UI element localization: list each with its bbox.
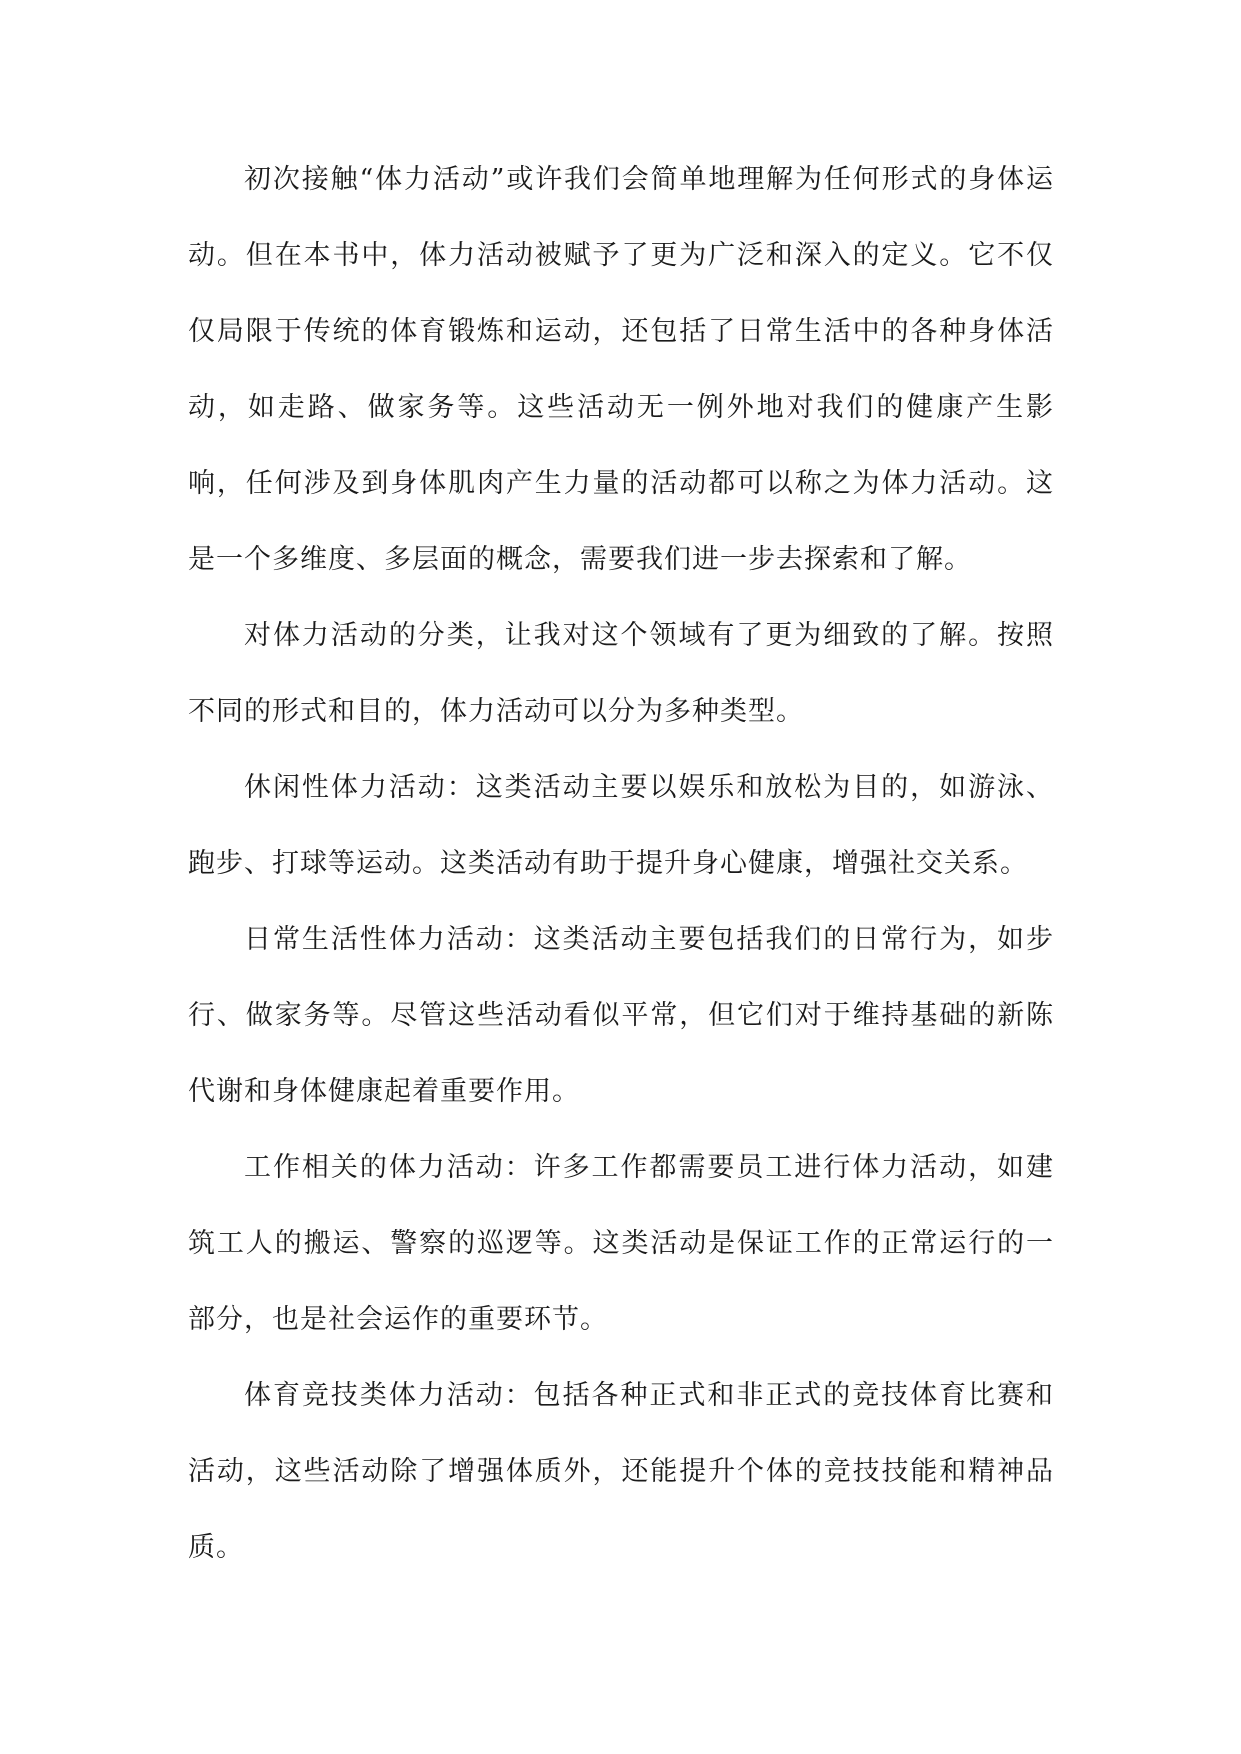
document-body	[188, 142, 1054, 1586]
paragraph-sports-activity: 体育竞技类体力活动：包括各种正式和非正式的竞技体育比赛和活动，这些活动除了增强体质外，还能提升个体的竞技技能和精神品质。	[188, 1380, 1054, 1563]
paragraph-definition: 初次接触“体力活动”或许我们会简单地理解为任何形式的身体运动。但在本书中，体力活动被赋予了更为广泛和深入的定义。它不仅仅局限于传统的体育锻炼和运动，还包括了日常生活中的各种身体活动，如走路、做家务等。这些活动无一例外地对我们的健康产生影响，任何涉及到身体肌肉产生力量的活动都可以称之为体力活动。这是一个多维度、多层面的概念，需要我们进一步去探索和了解。	[188, 164, 1054, 575]
paragraph-work-activity: 工作相关的体力活动：许多工作都需要员工进行体力活动，如建筑工人的搬运、警察的巡逻等。这类活动是保证工作的正常运行的一部分，也是社会运作的重要环节。	[188, 1152, 1054, 1335]
paragraph-classification: 对体力活动的分类，让我对这个领域有了更为细致的了解。按照不同的形式和目的，体力活动可以分为多种类型。	[188, 620, 1054, 727]
paragraph-daily-activity: 日常生活性体力活动：这类活动主要包括我们的日常行为，如步行、做家务等。尽管这些活动看似平常，但它们对于维持基础的新陈代谢和身体健康起着重要作用。	[188, 924, 1054, 1107]
paragraph-leisure-activity: 休闲性体力活动：这类活动主要以娱乐和放松为目的，如游泳、跑步、打球等运动。这类活动有助于提升身心健康，增强社交关系。	[188, 772, 1054, 879]
